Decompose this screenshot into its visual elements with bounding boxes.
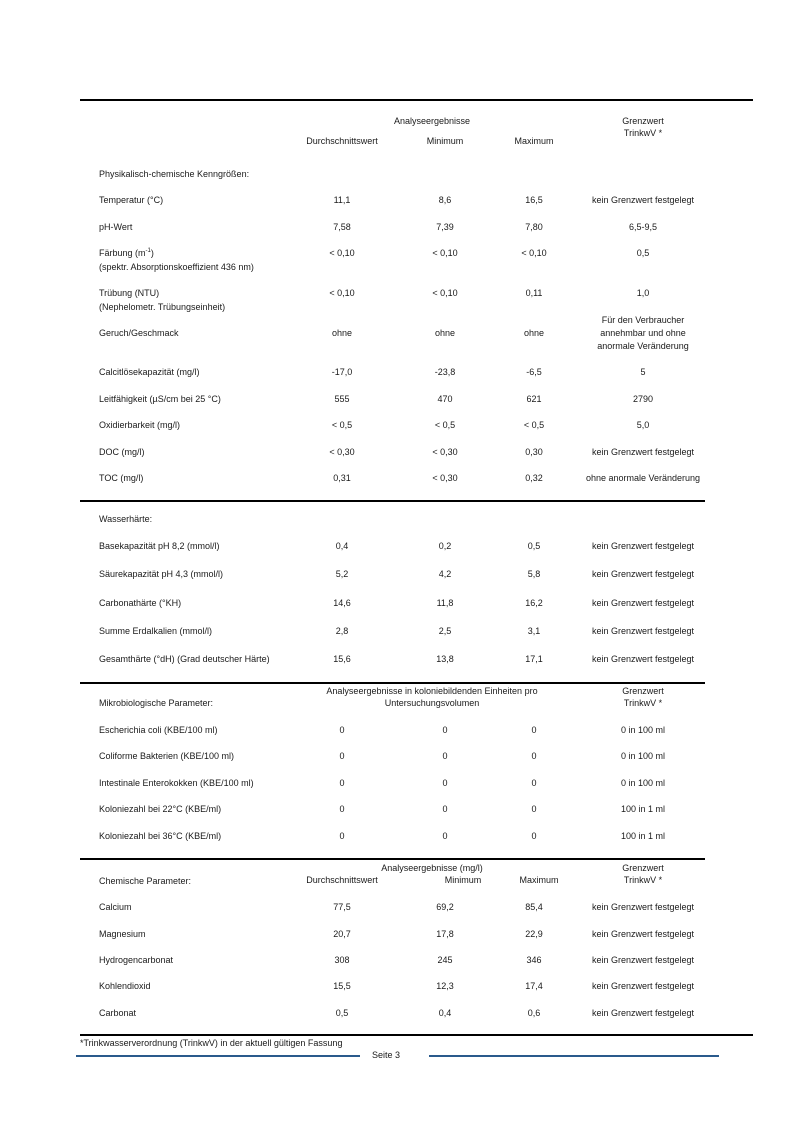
param-name: Summe Erdalkalien (mmol/l)	[99, 626, 213, 636]
value-limit-line1: Für den Verbraucher	[601, 315, 685, 325]
value-avg: 15,5	[333, 981, 351, 991]
value-limit: 0 in 100 ml	[620, 751, 666, 761]
value-min: 8,6	[438, 195, 452, 205]
chem-limit-line1: Grenzwert	[622, 863, 664, 873]
micro-analyse-line2: Untersuchungsvolumen	[384, 698, 480, 708]
value-max: 346	[526, 955, 542, 965]
value-min: 17,8	[436, 929, 454, 939]
value-min: < 0,30	[432, 473, 458, 483]
analyse-header: Analyseergebnisse	[393, 116, 471, 126]
value-max: 85,4	[525, 902, 543, 912]
micro-limit-line2: TrinkwV *	[623, 698, 663, 708]
value-min: 69,2	[436, 902, 454, 912]
top-rule	[80, 99, 753, 101]
value-avg: 15,6	[333, 654, 351, 664]
param-name: Coliforme Bakterien (KBE/100 ml)	[99, 751, 235, 761]
value-limit: 100 in 1 ml	[620, 831, 666, 841]
value-limit: kein Grenzwert festgelegt	[591, 541, 695, 551]
value-max: 0,32	[525, 473, 543, 483]
value-min: < 0,10	[432, 248, 458, 258]
value-avg: 0	[339, 751, 345, 761]
value-avg: ohne	[331, 328, 353, 338]
value-max: 16,5	[525, 195, 543, 205]
value-avg: 0	[339, 804, 345, 814]
param-name: Kohlendioxid	[99, 981, 151, 991]
chem-limit-line2: TrinkwV *	[623, 875, 663, 885]
value-max: < 0,10	[521, 248, 547, 258]
value-min: 0,4	[438, 1008, 452, 1018]
col-avg-header: Durchschnittswert	[306, 136, 378, 146]
value-max: 621	[526, 394, 542, 404]
param-name: TOC (mg/l)	[99, 473, 144, 483]
limit-header-line1: Grenzwert	[622, 116, 664, 126]
section-title-hardness: Wasserhärte:	[99, 514, 153, 524]
value-limit: 0,5	[636, 248, 650, 258]
value-min: 0	[442, 804, 448, 814]
value-limit: kein Grenzwert festgelegt	[591, 654, 695, 664]
value-max: 0	[531, 751, 537, 761]
value-min: ohne	[434, 328, 456, 338]
value-limit: 0 in 100 ml	[620, 725, 666, 735]
value-max: -6,5	[526, 367, 542, 377]
value-limit-line3: anormale Veränderung	[597, 341, 689, 351]
param-name: Koloniezahl bei 36°C (KBE/ml)	[99, 831, 222, 841]
chem-analyse-header: Analyseergebnisse (mg/l)	[381, 863, 483, 873]
value-avg: 555	[334, 394, 350, 404]
value-max: < 0,5	[523, 420, 545, 430]
value-min: 2,5	[438, 626, 452, 636]
value-limit: 1,0	[636, 288, 650, 298]
param-name: Carbonathärte (°KH)	[99, 598, 182, 608]
param-name: Hydrogencarbonat	[99, 955, 174, 965]
value-min: 7,39	[436, 222, 454, 232]
param-name: Calcitlösekapazität (mg/l)	[99, 367, 200, 377]
param-name: Calcium	[99, 902, 132, 912]
value-limit: kein Grenzwert festgelegt	[591, 981, 695, 991]
param-name: Basekapazität pH 8,2 (mmol/l)	[99, 541, 220, 551]
value-avg: 11,1	[333, 195, 351, 205]
section-divider	[80, 858, 705, 860]
value-max: 5,8	[527, 569, 541, 579]
value-min: 0,2	[438, 541, 452, 551]
param-name: Temperatur (°C)	[99, 195, 164, 205]
param-name: Trübung (NTU)	[99, 288, 160, 298]
value-avg: 20,7	[333, 929, 351, 939]
section-title-physchem: Physikalisch-chemische Kenngrößen:	[99, 169, 250, 179]
param-name-superscript: -1	[145, 248, 151, 254]
limit-header-line2: TrinkwV *	[623, 128, 663, 138]
value-max: 0,30	[525, 447, 543, 457]
value-limit: 5	[640, 367, 646, 377]
value-max: 3,1	[527, 626, 541, 636]
section-title-micro: Mikrobiologische Parameter:	[99, 698, 214, 708]
param-name: DOC (mg/l)	[99, 447, 145, 457]
value-min: 470	[437, 394, 453, 404]
param-name: Intestinale Enterokokken (KBE/100 ml)	[99, 778, 254, 788]
param-name: Magnesium	[99, 929, 146, 939]
value-avg: 0,4	[335, 541, 349, 551]
value-avg: -17,0	[331, 367, 353, 377]
value-max: 0	[531, 778, 537, 788]
value-avg: 77,5	[333, 902, 351, 912]
value-limit: kein Grenzwert festgelegt	[591, 929, 695, 939]
value-min: 12,3	[436, 981, 454, 991]
section-divider	[80, 682, 705, 684]
value-min: 0	[442, 751, 448, 761]
value-max: 22,9	[525, 929, 543, 939]
value-avg: 0,31	[333, 473, 351, 483]
footer-line-right	[429, 1055, 719, 1057]
param-name: Leitfähigkeit (µS/cm bei 25 °C)	[99, 394, 221, 404]
value-avg: 0	[339, 725, 345, 735]
chem-col-min-header: Minimum	[444, 875, 482, 885]
value-min: < 0,10	[432, 288, 458, 298]
value-min: 11,8	[436, 598, 454, 608]
value-avg: 5,2	[335, 569, 349, 579]
value-avg: 7,58	[333, 222, 351, 232]
value-max: 0	[531, 804, 537, 814]
value-min: -23,8	[434, 367, 456, 377]
value-limit: kein Grenzwert festgelegt	[591, 569, 695, 579]
value-limit: kein Grenzwert festgelegt	[591, 195, 695, 205]
value-limit: 6,5-9,5	[628, 222, 658, 232]
footnote: *Trinkwasserverordnung (TrinkwV) in der aktuell gültigen Fassung	[80, 1038, 343, 1048]
value-min: 0	[442, 725, 448, 735]
value-min: < 0,30	[432, 447, 458, 457]
value-avg: < 0,10	[329, 288, 355, 298]
value-max: ohne	[523, 328, 545, 338]
value-max: 7,80	[525, 222, 543, 232]
value-avg: 0	[339, 831, 345, 841]
value-avg: 0	[339, 778, 345, 788]
col-min-header: Minimum	[426, 136, 464, 146]
value-avg: 2,8	[335, 626, 349, 636]
param-name: Carbonat	[99, 1008, 137, 1018]
value-limit: 2790	[632, 394, 654, 404]
value-avg: 14,6	[333, 598, 351, 608]
value-max: 0,6	[527, 1008, 541, 1018]
value-avg: 0,5	[335, 1008, 349, 1018]
value-max: 0	[531, 831, 537, 841]
value-limit: 0 in 100 ml	[620, 778, 666, 788]
param-name: Geruch/Geschmack	[99, 328, 179, 338]
value-limit: 5,0	[636, 420, 650, 430]
param-name: Koloniezahl bei 22°C (KBE/ml)	[99, 804, 222, 814]
page-number: Seite 3	[372, 1050, 401, 1060]
section-title-chem: Chemische Parameter:	[99, 876, 192, 886]
value-min: 0	[442, 831, 448, 841]
value-min: 4,2	[438, 569, 452, 579]
value-limit: kein Grenzwert festgelegt	[591, 955, 695, 965]
param-name: pH-Wert	[99, 222, 133, 232]
value-min: 13,8	[436, 654, 454, 664]
param-name: Säurekapazität pH 4,3 (mmol/l)	[99, 569, 224, 579]
param-name	[99, 248, 154, 259]
value-min: 0	[442, 778, 448, 788]
value-avg: < 0,5	[331, 420, 353, 430]
chem-col-avg-header: Durchschnittswert	[306, 875, 378, 885]
section-divider	[80, 500, 705, 502]
param-subtitle: (spektr. Absorptionskoeffizient 436 nm)	[99, 262, 254, 272]
value-max: 16,2	[525, 598, 543, 608]
value-limit: kein Grenzwert festgelegt	[591, 626, 695, 636]
param-name-text: Färbung (m	[99, 248, 146, 258]
value-max: 0,11	[525, 288, 543, 298]
micro-limit-line1: Grenzwert	[622, 686, 664, 696]
value-min: < 0,5	[434, 420, 456, 430]
value-limit: kein Grenzwert festgelegt	[591, 1008, 695, 1018]
footer-line-left	[76, 1055, 360, 1057]
param-subtitle: (Nephelometr. Trübungseinheit)	[99, 302, 226, 312]
value-limit: ohne anormale Veränderung	[585, 473, 701, 483]
param-name: Oxidierbarkeit (mg/l)	[99, 420, 181, 430]
value-avg: < 0,10	[329, 248, 355, 258]
value-limit-line2: annehmbar und ohne	[600, 328, 686, 338]
value-max: 0	[531, 725, 537, 735]
value-avg: 308	[334, 955, 350, 965]
value-limit: 100 in 1 ml	[620, 804, 666, 814]
param-name-end: )	[150, 248, 154, 258]
value-limit: kein Grenzwert festgelegt	[591, 902, 695, 912]
chem-col-max-header: Maximum	[519, 875, 559, 885]
value-max: 17,4	[525, 981, 543, 991]
col-max-header: Maximum	[514, 136, 554, 146]
value-limit: kein Grenzwert festgelegt	[591, 447, 695, 457]
param-name: Gesamthärte (°dH) (Grad deutscher Härte)	[99, 654, 270, 664]
value-min: 245	[437, 955, 453, 965]
value-max: 17,1	[525, 654, 543, 664]
micro-analyse-line1: Analyseergebnisse in koloniebildenden Einheiten pro	[326, 686, 538, 696]
param-name: Escherichia coli (KBE/100 ml)	[99, 725, 218, 735]
bottom-rule	[80, 1034, 753, 1036]
value-max: 0,5	[527, 541, 541, 551]
value-limit: kein Grenzwert festgelegt	[591, 598, 695, 608]
value-avg: < 0,30	[329, 447, 355, 457]
